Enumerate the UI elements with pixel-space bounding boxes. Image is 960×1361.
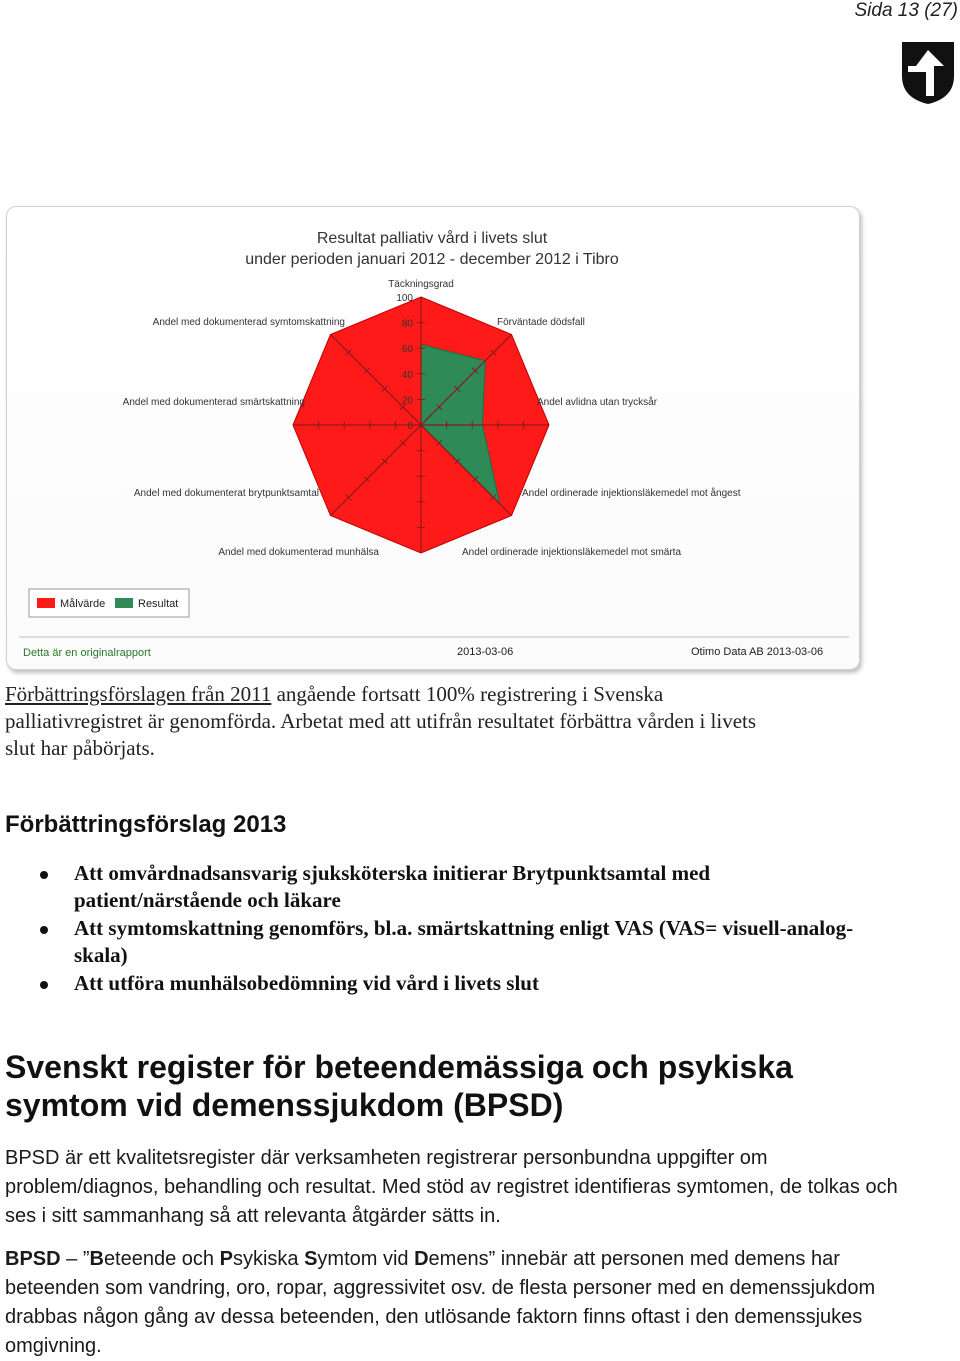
bpsd-letter-p: P xyxy=(219,1248,233,1270)
category-label: Andel med dokumenterad symtomskattning xyxy=(152,317,345,328)
proposal-text: Att utföra munhälsobedömning vid vård i livets slut xyxy=(74,971,539,995)
category-label: Andel med dokumenterat brytpunktsamtal xyxy=(133,488,319,499)
proposal-text: Att omvårdnadsansvarig sjuksköterska initierar Brytpunktsamtal med patient/närstående och läkare xyxy=(74,861,711,912)
bpsd-word-symtom: ymtom vid xyxy=(317,1248,415,1270)
footer-vendor: Otimo Data AB 2013-03-06 xyxy=(691,646,824,658)
legend-label-resultat: Resultat xyxy=(138,598,179,610)
chart-subtitle: under perioden januari 2012 - december 2012 i Tibro xyxy=(245,251,619,268)
radial-tick-label: 80 xyxy=(401,318,413,330)
bpsd-dash: – ” xyxy=(60,1248,90,1270)
legend-label-malvarde: Målvärde xyxy=(60,598,106,610)
list-item xyxy=(0,860,860,914)
proposals-2011-link[interactable]: Förbättringsförslagen från 2011 xyxy=(5,682,272,706)
chart-title: Resultat palliativ vård i livets slut xyxy=(316,230,548,247)
category-label: Andel med dokumenterad munhälsa xyxy=(218,547,379,558)
intro-text-3: slut har påbörjats. xyxy=(5,736,155,760)
legend-swatch-resultat xyxy=(115,598,133,608)
radial-tick-label: 60 xyxy=(401,344,413,356)
legend-swatch-malvarde xyxy=(37,598,55,608)
proposals-list xyxy=(0,860,860,998)
municipal-shield-icon xyxy=(900,40,956,106)
bpsd-word-psykiska: sykiska xyxy=(232,1248,305,1270)
category-label: Andel med dokumenterad smärtskattning xyxy=(122,397,305,408)
bpsd-letter-s: S xyxy=(304,1248,318,1270)
proposals-heading: Förbättringsförslag 2013 xyxy=(5,811,287,838)
chart-legend xyxy=(29,589,189,617)
radar-chart xyxy=(6,206,860,670)
bpsd-word-beteende: eteende och xyxy=(103,1248,220,1270)
radial-tick-label: 100 xyxy=(396,293,413,304)
radial-tick-label: 40 xyxy=(401,369,413,381)
bpsd-text-rest: emens” innebär att personen med demens har beteenden som vandring, oro, ropar, aggressivitet osv. de flesta personer med en demenssjukdom drabbas någon gång av dessa beteenden, den utlösande faktorn finns oftast i den demenssjukes omgivning. xyxy=(5,1248,876,1357)
category-label: Andel ordinerade injektionsläkemedel mot smärta xyxy=(462,547,682,558)
intro-paragraph xyxy=(5,681,905,762)
bpsd-letter-b: B xyxy=(89,1248,104,1270)
footer-date: 2013-03-06 xyxy=(457,646,514,658)
proposal-text: Att symtomskattning genomförs, bl.a. smärtskattning enligt VAS (VAS= visuell-analog-skala) xyxy=(74,916,854,967)
radial-axis-label: Täckningsgrad xyxy=(388,279,454,290)
bpsd-abbr: BPSD xyxy=(5,1248,61,1270)
intro-text-2: palliativregistret är genomförda. Arbetat med att utifrån resultatet förbättra vården i livets xyxy=(5,709,757,733)
list-item xyxy=(0,970,860,997)
page-number: Sida 13 (27) xyxy=(854,0,958,21)
category-label: Andel avlidna utan trycksår xyxy=(537,397,658,408)
list-item xyxy=(0,915,860,969)
bpsd-paragraph-1: BPSD är ett kvalitetsregister där verksamheten registrerar personbundna uppgifter om problem/diagnos, behandling och resultat. Med stöd av registret identifieras symtomen, de tolkas och ses i sitt sammanhang så att relevanta åtgärder sätts in. xyxy=(5,1147,898,1227)
bpsd-heading: Svenskt register för beteendemässiga och psykiska symtom vid demenssjukdom (BPSD) xyxy=(5,1049,793,1123)
footer-original-report: Detta är en originalrapport xyxy=(23,647,151,659)
intro-text-1: angående fortsatt 100% registrering i Svenska xyxy=(271,682,664,706)
bpsd-letter-d: D xyxy=(414,1248,429,1270)
category-label: Andel ordinerade injektionsläkemedel mot ångest xyxy=(522,488,741,499)
bpsd-paragraph-2 xyxy=(5,1245,905,1361)
category-label: Förväntade dödsfall xyxy=(497,317,585,328)
radial-tick-label: 0 xyxy=(407,421,413,432)
radial-tick-label: 20 xyxy=(401,395,413,407)
